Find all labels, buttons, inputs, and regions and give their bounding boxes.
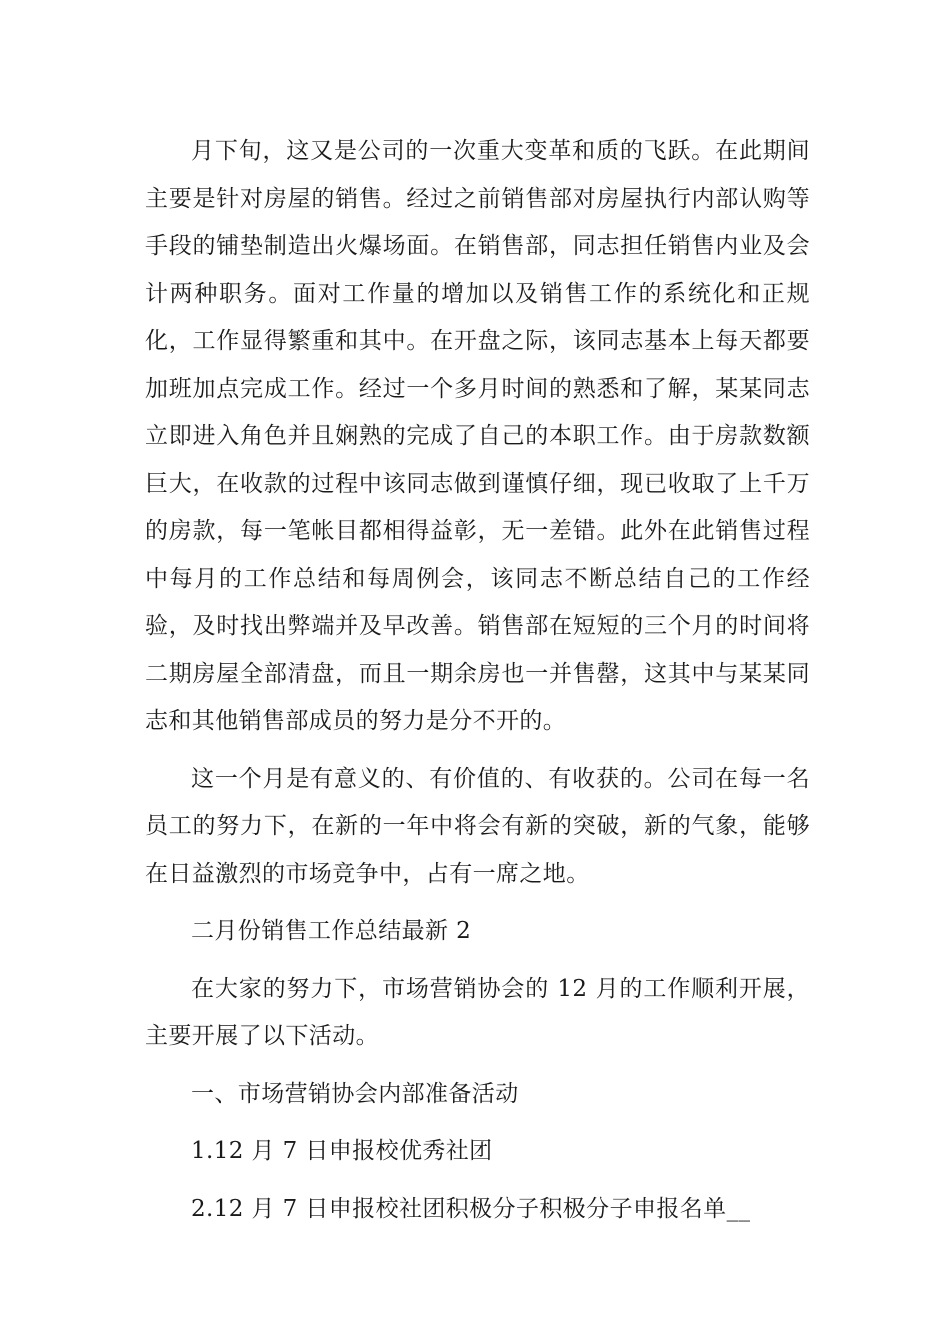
paragraph-sales-review: 月下旬，这又是公司的一次重大变革和质的飞跃。在此期间主要是针对房屋的销售。经过之前销售部对房屋执行内部认购等手段的铺垫制造出火爆场面。在销售部，同志担任销售内业及会计两种职务。面对工作量的增加以及销售工作的系统化和正规化，工作显得繁重和其中。在开盘之际，该同志基本上每天都要加班加点完成工作。经过一个多月时间的熟悉和了解，某某同志立即进入角色并且娴熟的完成了自己的本职工作。由于房款数额巨大，在收款的过程中该同志做到谨慎仔细，现已收取了上千万的房款，每一笔帐目都相得益彰，无一差错。此外在此销售过程中每月的工作总结和每周例会，该同志不断总结自己的工作经验，及时找出弊端并及早改善。销售部在短短的三个月的时间将二期房屋全部清盘，而且一期余房也一并售罄，这其中与某某同志和其他销售部成员的努力是分不开的。 — [145, 138, 810, 734]
paragraph-month-summary: 这一个月是有意义的、有价值的、有收获的。公司在每一名员工的努力下，在新的一年中将会有新的突破，新的气象，能够在日益激烈的市场竞争中，占有一席之地。 — [145, 765, 810, 887]
heading-internal-activities: 一、市场营销协会内部准备活动 — [191, 1080, 519, 1107]
section-title: 二月份销售工作总结最新 2 — [191, 918, 472, 944]
paragraph-intro: 在大家的努力下，市场营销协会的 12 月的工作顺利开展，主要开展了以下活动。 — [145, 975, 810, 1049]
list-item: 2.12 月 7 日申报校社团积极分子积极分子申报名单__ — [191, 1195, 751, 1222]
list-item: 1.12 月 7 日申报校优秀社团 — [191, 1138, 493, 1164]
document-body — [145, 128, 810, 1243]
